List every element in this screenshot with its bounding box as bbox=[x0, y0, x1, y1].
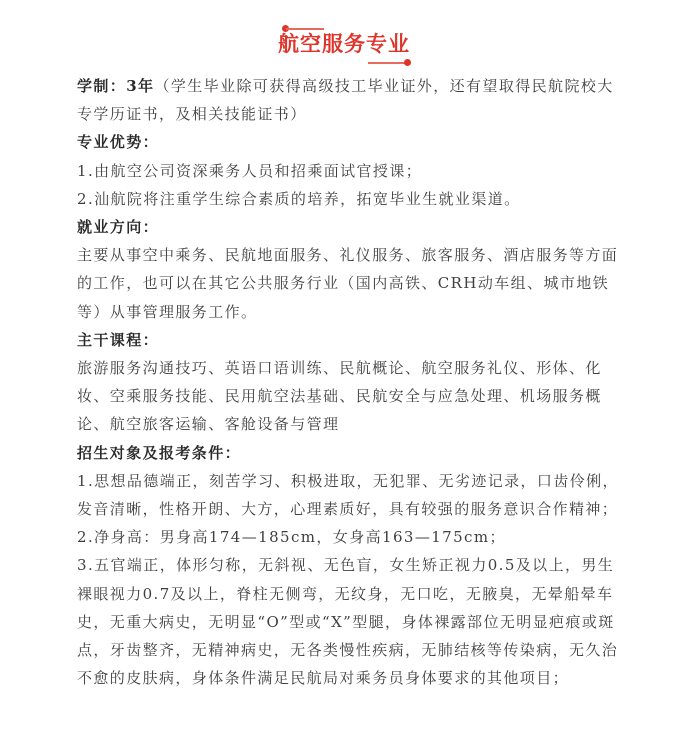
courses-text: 旅游服务沟通技巧、英语口语训练、民航概论、航空服务礼仪、形体、化妆、空乘服务技能、民用航空法基础、民航安全与应急处理、机场服务概论、航空旅客运输、客舱设备与管理 bbox=[77, 359, 602, 434]
advantage-item: 1.由航空公司资深乘务人员和招乘面试官授课； bbox=[77, 161, 423, 180]
decorative-dot-icon bbox=[404, 59, 411, 66]
advantage-item: 2.汕航院将注重学生综合素质的培养，拓宽毕业生就业渠道。 bbox=[77, 189, 521, 208]
admission-item: 2.净身高：男身高174—185cm，女身高163—175cm； bbox=[77, 528, 506, 547]
duration-years: 3年 bbox=[126, 77, 155, 95]
advantages-heading: 专业优势： bbox=[77, 133, 160, 152]
admission-item: 1.思想品德端正，刻苦学习、积极进取，无犯罪、无劣迹记录，口齿伶俐，发音清晰，性格开朗、大方，心理素质好，具有较强的服务意识合作精神； bbox=[77, 471, 619, 519]
duration-note: （学生毕业除可获得高级技工毕业证外，还有望取得民航院校大专学历证书，及相关技能证书） bbox=[77, 77, 614, 124]
duration-label: 学制： bbox=[77, 77, 127, 95]
admission-item: 3.五官端正，体形匀称，无斜视、无色盲，女生矫正视力0.5及以上，男生裸眼视力0.7及以上，脊柱无侧弯，无纹身，无口吃，无腋臭，无晕船晕车史，无重大病史，无明显“O”型或“X”型腿，身体裸露部位无明显疤痕或斑点，牙齿整齐，无精神病史，无各类慢性疾病，无肺结核等传染病，无久治不愈的皮肤病，身体条件满足民航局对乘务员身体要求的其他项目； bbox=[77, 556, 619, 688]
employment-heading: 就业方向： bbox=[77, 218, 160, 237]
title-banner bbox=[0, 22, 688, 66]
decorative-line bbox=[368, 62, 408, 64]
page-title: 航空服务专业 bbox=[278, 32, 410, 56]
admission-heading: 招生对象及报考条件： bbox=[77, 443, 242, 462]
courses-heading: 主干课程： bbox=[77, 330, 160, 349]
duration-paragraph bbox=[77, 72, 622, 128]
employment-text: 主要从事空中乘务、民航地面服务、礼仪服务、旅客服务、酒店服务等方面的工作，也可以在其它公共服务行业（国内高铁、CRH动车组、城市地铁等）从事管理服务工作。 bbox=[77, 246, 619, 321]
article-body bbox=[77, 72, 622, 692]
